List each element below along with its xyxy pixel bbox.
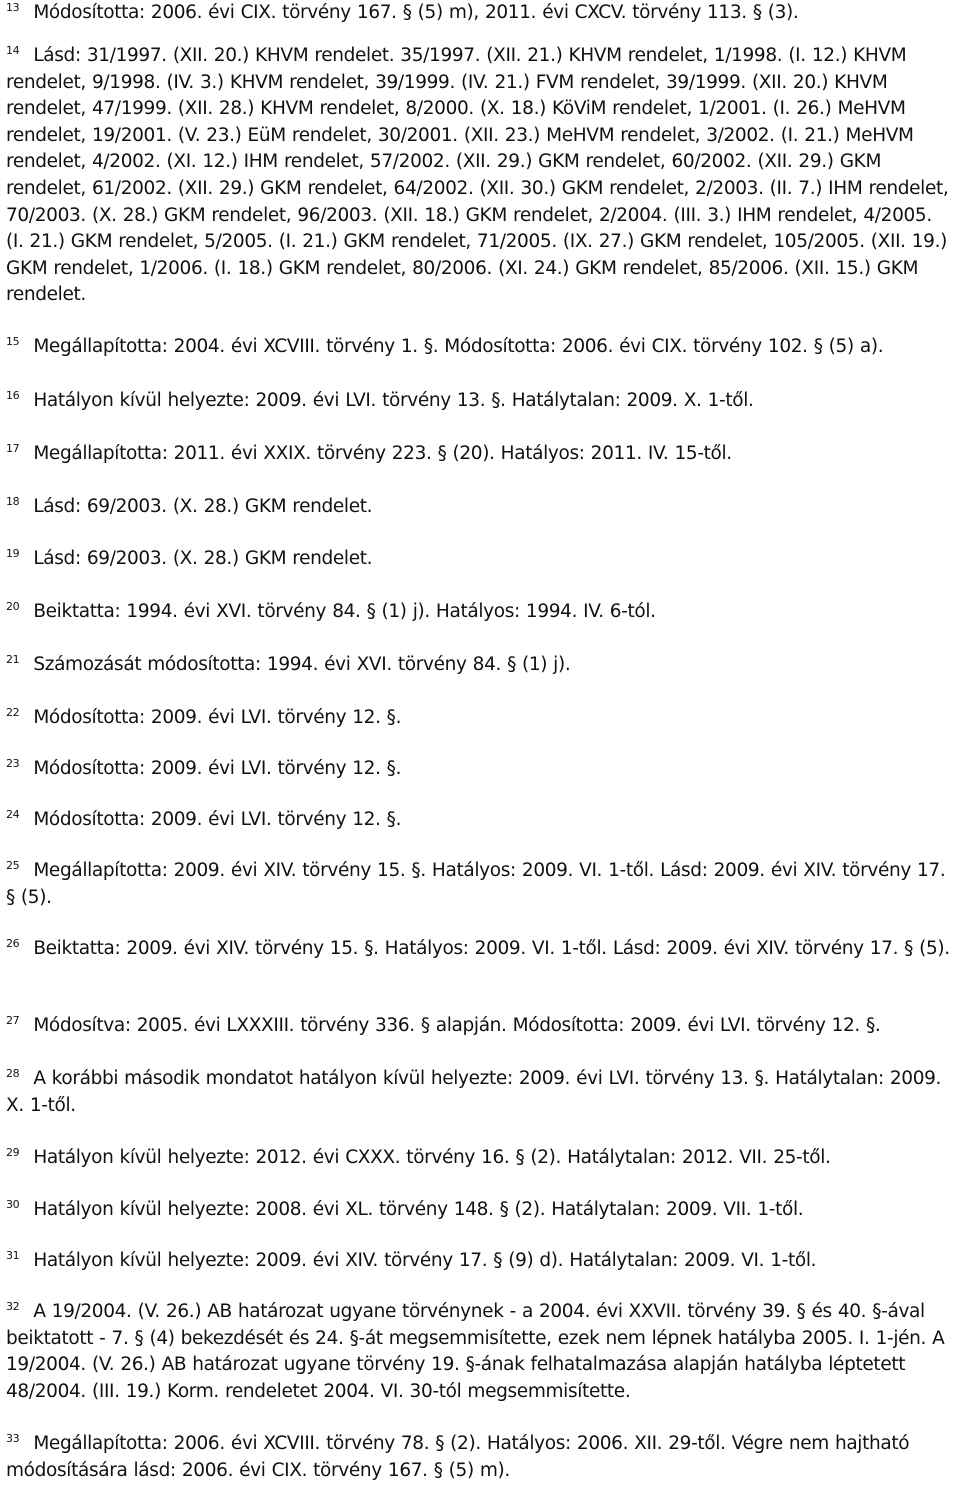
footnote-29 (6, 1145, 950, 1172)
footnote-number: 33 (6, 1432, 20, 1445)
footnote-number: 30 (6, 1198, 20, 1211)
footnote-number: 23 (6, 757, 20, 770)
footnote-text: Lásd: 69/2003. (X. 28.) GKM rendelet. (33, 496, 373, 517)
footnote-text: Módosította: 2009. évi LVI. törvény 12. §. (33, 809, 402, 830)
footnote-text: Lásd: 69/2003. (X. 28.) GKM rendelet. (33, 548, 373, 569)
footnote-32 (6, 1299, 950, 1405)
footnote-number: 15 (6, 335, 20, 348)
footnote-text: Hatályon kívül helyezte: 2012. évi CXXX. törvény 16. § (2). Hatálytalan: 2012. VII. 25-től. (33, 1147, 831, 1168)
footnote-text: Hatályon kívül helyezte: 2008. évi XL. törvény 148. § (2). Hatálytalan: 2009. VII. 1-től. (33, 1199, 804, 1220)
footnote-text: Hatályon kívül helyezte: 2009. évi LVI. törvény 13. §. Hatálytalan: 2009. X. 1-től. (33, 390, 754, 411)
footnote-28 (6, 1066, 950, 1119)
footnote-24 (6, 807, 950, 834)
footnote-33 (6, 1431, 950, 1484)
footnote-number: 14 (6, 44, 20, 57)
footnote-text: Beiktatta: 2009. évi XIV. törvény 15. §. Hatályos: 2009. VI. 1-től. Lásd: 2009. évi XIV. törvény 17. § (5). (33, 938, 950, 959)
footnote-27 (6, 1013, 950, 1040)
footnote-31 (6, 1248, 950, 1275)
footnote-number: 20 (6, 600, 20, 613)
footnote-text: Megállapította: 2011. évi XXIX. törvény 223. § (20). Hatályos: 2011. IV. 15-től. (33, 443, 732, 464)
footnote-30 (6, 1197, 950, 1224)
footnote-20 (6, 599, 950, 626)
footnote-19 (6, 546, 950, 573)
footnote-text: Beiktatta: 1994. évi XVI. törvény 84. § (1) j). Hatályos: 1994. IV. 6-tól. (33, 601, 656, 622)
footnote-21 (6, 652, 950, 679)
footnote-text: Megállapította: 2009. évi XIV. törvény 15. §. Hatályos: 2009. VI. 1-től. Lásd: 2009. évi XIV. törvény 17. § (5). (6, 860, 946, 908)
footnote-number: 17 (6, 442, 20, 455)
footnote-text: Módosította: 2009. évi LVI. törvény 12. §. (33, 758, 402, 779)
footnote-text: Számozását módosította: 1994. évi XVI. törvény 84. § (1) j). (33, 654, 571, 675)
footnote-number: 19 (6, 547, 20, 560)
footnote-23 (6, 756, 950, 783)
footnote-text: Megállapította: 2006. évi XCVIII. törvény 78. § (2). Hatályos: 2006. XII. 29-től. Végre nem hajtható módosítására lásd: 2006. évi CIX. törvény 167. § (5) m). (6, 1433, 910, 1481)
footnote-text: Hatályon kívül helyezte: 2009. évi XIV. törvény 17. § (9) d). Hatálytalan: 2009. VI. 1-től. (33, 1250, 817, 1271)
footnote-17 (6, 441, 950, 468)
footnote-number: 32 (6, 1300, 20, 1313)
footnote-16 (6, 388, 950, 415)
footnote-number: 31 (6, 1249, 20, 1262)
footnote-text: Módosította: 2009. évi LVI. törvény 12. §. (33, 707, 402, 728)
footnote-number: 25 (6, 859, 20, 872)
footnote-number: 22 (6, 706, 20, 719)
footnote-number: 21 (6, 653, 20, 666)
footnote-text: Módosította: 2006. évi CIX. törvény 167. § (5) m), 2011. évi CXCV. törvény 113. § (3). (33, 2, 799, 23)
footnote-text: A 19/2004. (V. 26.) AB határozat ugyane törvénynek - a 2004. évi XXVII. törvény 39. § és 40. §-ával beiktatott - 7. § (4) bekezdését és 24. §-át megsemmisítette, ezek nem lépnek hatályba 2005. I. 1-jén. A 19/2004. (V. 26.) AB határozat ugyane törvény 19. §-ának felhatalmazása alapján hatályba léptetett 48/2004. (III. 19.) Korm. rendeletet 2004. VI. 30-tól megsemmisítette. (6, 1301, 945, 1402)
footnote-number: 24 (6, 808, 20, 821)
footnote-text: Lásd: 31/1997. (XII. 20.) KHVM rendelet. 35/1997. (XII. 21.) KHVM rendelet, 1/1998. (I. 12.) KHVM rendelet, 9/1998. (IV. 3.) KHVM rendelet, 39/1999. (IV. 21.) FVM rendelet, 39/1999. (XII. 20.) KHVM rendelet, 47/1999. (XII. 28.) KHVM rendelet, 8/2000. (X. 18.) KöViM rendelet, 1/2001. (I. 26.) MeHVM rendelet, 19/2001. (V. 23.) EüM rendelet, 30/2001. (XII. 23.) MeHVM rendelet, 3/2002. (I. 21.) MeHVM rendelet, 4/2002. (XI. 12.) IHM rendelet, 57/2002. (XII. 29.) GKM rendelet, 60/2002. (XII. 29.) GKM rendelet, 61/2002. (XII. 29.) GKM rendelet, 64/2002. (XII. 30.) GKM rendelet, 2/2003. (II. 7.) IHM rendelet, 70/2003. (X. 28.) GKM rendelet, 96/2003. (XII. 18.) GKM rendelet, 2/2004. (III. 3.) IHM rendelet, 4/2005. (I. 21.) GKM rendelet, 5/2005. (I. 21.) GKM rendelet, 71/2005. (IX. 27.) GKM rendelet, 105/2005. (XII. 19.) GKM rendelet, 1/2006. (I. 18.) GKM rendelet, 80/2006. (XI. 24.) GKM rendelet, 85/2006. (XII. 15.) GKM rendelet. (6, 45, 949, 306)
footnote-number: 28 (6, 1067, 20, 1080)
footnote-25 (6, 858, 950, 911)
footnote-15 (6, 334, 950, 361)
footnote-13 (6, 0, 950, 27)
footnote-text: Megállapította: 2004. évi XCVIII. törvény 1. §. Módosította: 2006. évi CIX. törvény 102. § (5) a). (33, 336, 884, 357)
footnote-number: 26 (6, 937, 20, 950)
footnote-text: A korábbi második mondatot hatályon kívül helyezte: 2009. évi LVI. törvény 13. §. Hatálytalan: 2009. X. 1-től. (6, 1068, 942, 1116)
footnote-text: Módosítva: 2005. évi LXXXIII. törvény 336. § alapján. Módosította: 2009. évi LVI. törvény 12. §. (33, 1015, 881, 1036)
footnote-number: 16 (6, 389, 20, 402)
footnote-number: 29 (6, 1146, 20, 1159)
footnote-number: 27 (6, 1014, 20, 1027)
footnote-number: 13 (6, 1, 20, 14)
footnote-number: 18 (6, 495, 20, 508)
footnote-26 (6, 936, 950, 963)
footnote-22 (6, 705, 950, 732)
footnote-18 (6, 494, 950, 521)
footnote-14 (6, 43, 950, 309)
